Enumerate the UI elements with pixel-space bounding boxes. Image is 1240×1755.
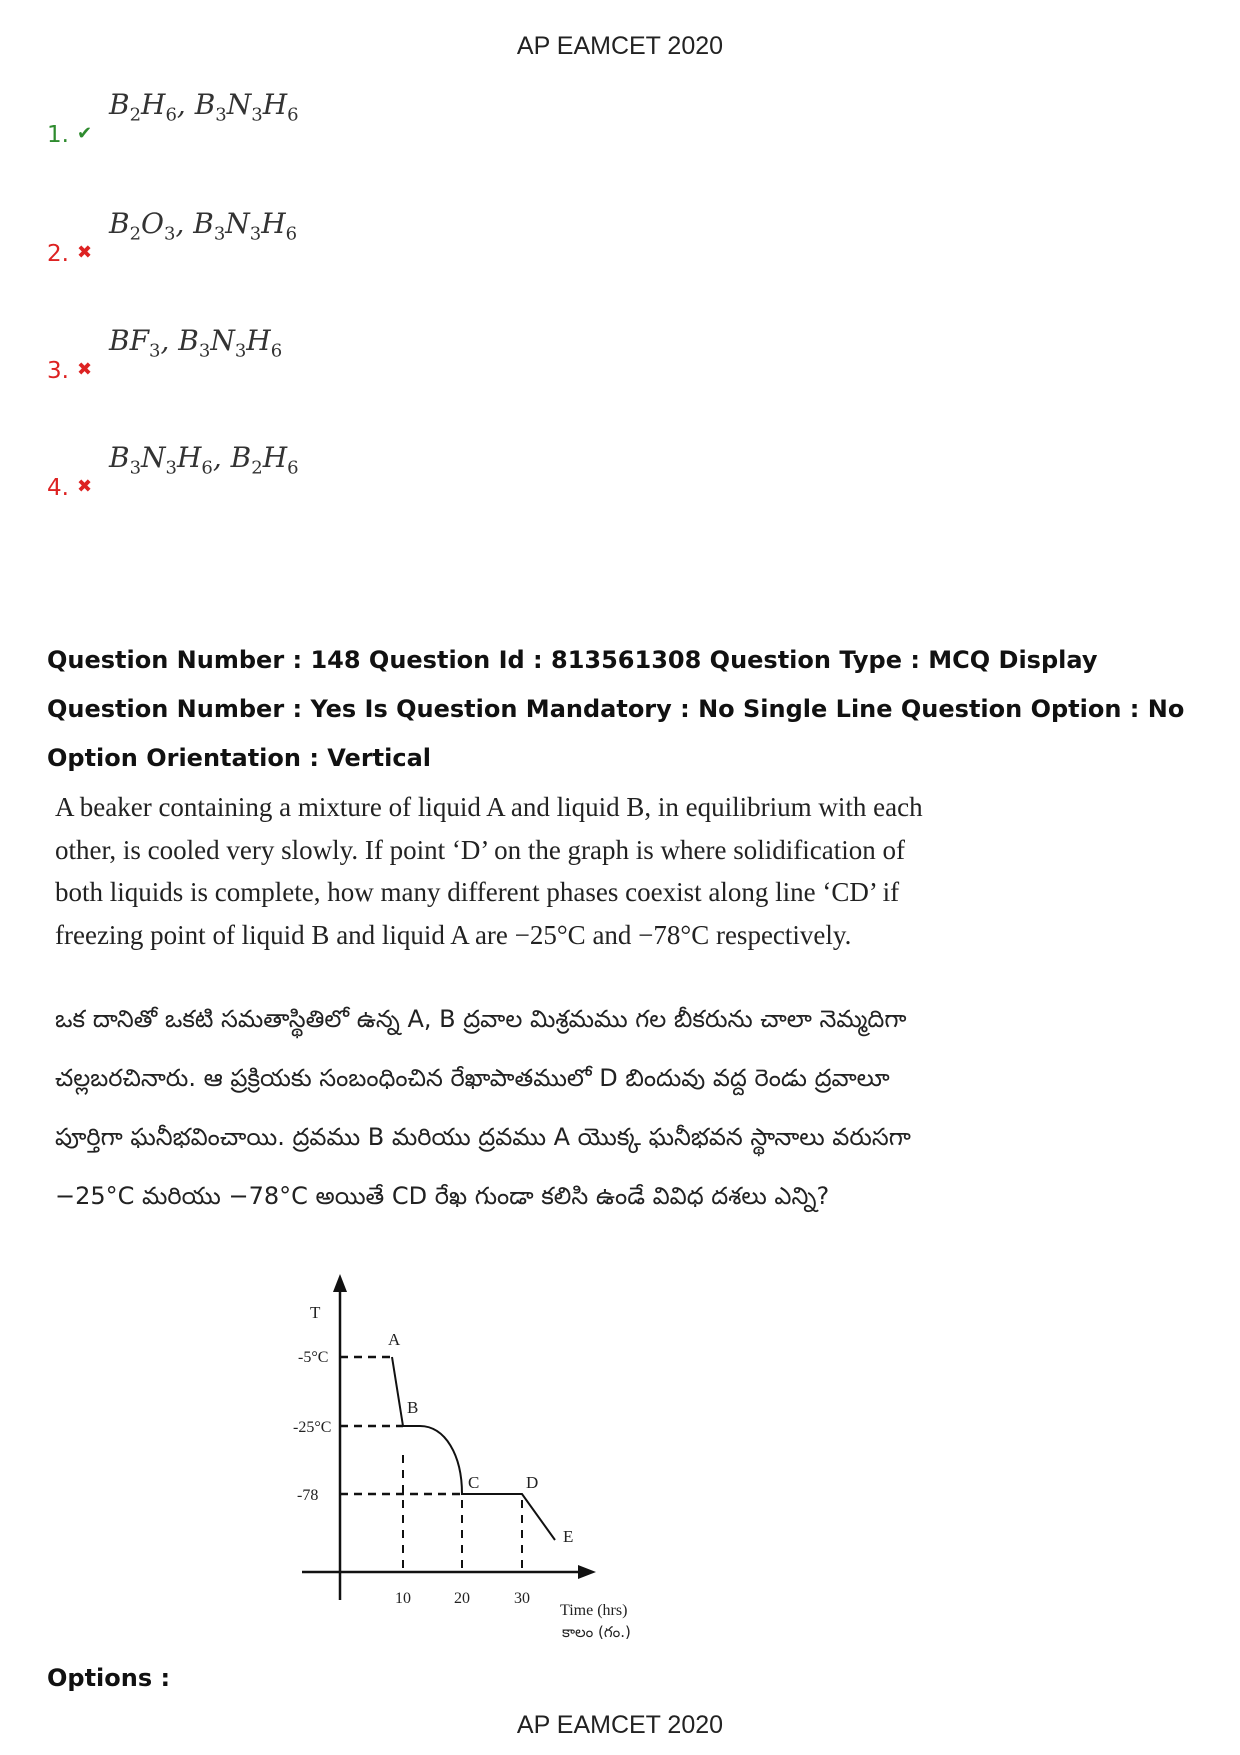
cross-icon: ✖ xyxy=(77,359,93,380)
option-number: 2. xyxy=(47,241,69,267)
page-header: AP EAMCET 2020 xyxy=(516,32,724,60)
y-tick-label: -5°C xyxy=(298,1349,329,1366)
x-axis-label: Time (hrs) xyxy=(560,1602,628,1619)
page-footer: AP EAMCET 2020 xyxy=(516,1711,724,1739)
point-label-d: D xyxy=(526,1473,539,1492)
check-icon: ✔ xyxy=(77,123,93,144)
cross-icon: ✖ xyxy=(77,242,93,263)
x-axis-label-telugu: కాలం (గం.) xyxy=(562,1623,631,1641)
y-axis-arrow xyxy=(333,1274,347,1292)
y-tick-label: -25°C xyxy=(293,1419,332,1436)
option-3 xyxy=(47,324,647,384)
point-label-a: A xyxy=(388,1330,401,1349)
option-number: 4. xyxy=(47,475,69,501)
point-label-b: B xyxy=(407,1398,419,1417)
option-formula: $B_2O_3$, $B_3N_3H_6$ xyxy=(109,207,298,245)
option-4 xyxy=(47,441,647,501)
option-formula: $B_2H_6$, $B_3N_3H_6$ xyxy=(109,88,299,126)
point-label-c: C xyxy=(468,1473,480,1492)
cooling-curve-graph xyxy=(280,1260,640,1650)
option-formula: $B_3N_3H_6$, $B_2H_6$ xyxy=(109,441,299,479)
cross-icon: ✖ xyxy=(77,476,93,497)
y-tick-label: -78 xyxy=(297,1487,319,1504)
options-label: Options : xyxy=(47,1664,171,1692)
cooling-curve xyxy=(392,1357,555,1540)
option-number: 3. xyxy=(47,358,69,384)
x-tick-label: 20 xyxy=(454,1590,470,1607)
y-axis-label: T xyxy=(310,1303,321,1322)
question-text-english: A beaker containing a mixture of liquid A and liquid B, in equilibrium with each other, is cooled very slowly. If point ‘D’ on the graph is where solidification of both liquids is complete, how many different phases coexist along line ‘CD’ if freezing point of liquid B and liquid A are −25°C and −78°C respectively. xyxy=(55,792,923,950)
option-formula: $BF_3$, $B_3N_3H_6$ xyxy=(109,324,283,362)
question-text-telugu: ఒక దానితో ఒకటి సమతాస్థితిలో ఉన్న A, B ద్రవాల మిశ్రమము గల బీకరును చాలా నెమ్మదిగా చల్లబరచినారు. ఆ ప్రక్రియకు సంబంధించిన రేఖాపాతములో D బిందువు వద్ద రెండు ద్రవాలూ పూర్తిగా ఘనీభవించాయి. ద్రవము B మరియు ద్రవము A యొక్క ఘనీభవన స్థానాలు వరుసగా −25°C మరియు −78°C అయితే CD రేఖ గుండా కలిసి ఉండే వివిధ దశలు ఎన్ని? xyxy=(55,1005,911,1210)
question-meta: Question Number : 148 Question Id : 813561308 Question Type : MCQ Display Question Number : Yes Is Question Mandatory : No Single Line Question Option : No Option Orientation : Vertical xyxy=(47,646,1185,772)
x-tick-label: 30 xyxy=(514,1590,530,1607)
point-label-e: E xyxy=(563,1527,574,1546)
x-axis-arrow xyxy=(578,1565,596,1579)
option-2 xyxy=(47,207,647,267)
x-tick-label: 10 xyxy=(395,1590,411,1607)
option-number: 1. xyxy=(47,122,69,148)
option-1 xyxy=(47,88,647,148)
